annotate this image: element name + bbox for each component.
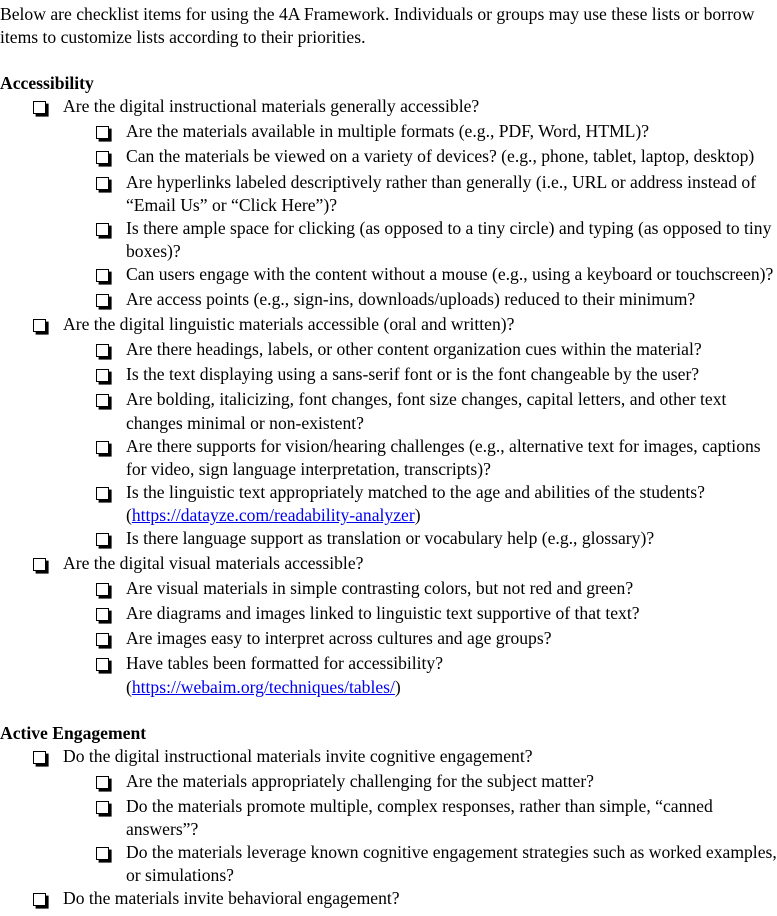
checklist-item-text: Is there ample space for clicking (as opposed to a tiny circle) and typing (as opposed to tiny boxes)? [126,217,772,261]
checkbox-icon [96,527,126,552]
checklist-item [0,435,777,481]
checklist-item [0,217,777,263]
checklist-item [0,795,777,841]
checklist-item-text: Are there headings, labels, or other content organization cues within the material? [126,339,702,360]
checkbox-icon [96,841,126,866]
checklist-item [0,602,777,627]
checklist-item-text: Is the linguistic text appropriately matched to the age and abilities of the students? (https://datayze.com/readability-analyzer) [126,481,705,525]
checklist-item-text: Do the materials leverage known cognitive engagement strategies such as worked examples, or simulations? [126,842,777,886]
checklist-item-text: Are there supports for vision/hearing challenges (e.g., alternative text for images, captions for video, sign language interpretation, transcripts)? [126,435,761,479]
checklist-item [0,841,777,887]
checkbox-icon [96,481,126,506]
checklist-item-text: Are the materials appropriately challenging for the subject matter? [126,770,594,791]
checkbox-icon [96,338,126,363]
section-heading: Accessibility [0,73,94,94]
checklist-item [0,388,777,434]
checklist-item-text: Are the materials available in multiple formats (e.g., PDF, Word, HTML)? [126,121,650,142]
section-heading: Active Engagement [0,722,147,743]
checklist-item [0,770,777,795]
checkbox-icon [96,652,126,677]
checklist-item [0,527,777,552]
checklist-item [0,577,777,602]
hyperlink[interactable]: https://webaim.org/techniques/tables/ [131,676,395,697]
checkbox-icon [96,795,126,820]
checkbox-icon [33,552,63,577]
checkbox-icon [96,627,126,652]
checkbox-icon [96,602,126,627]
checklist-item [0,171,777,217]
checklist-item [0,120,777,145]
checklist-item-text: Are the digital instructional materials generally accessible? [63,96,480,117]
checklist-item-text: Do the materials invite behavioral engagement? [63,888,400,909]
checklist-item [0,338,777,363]
checklist-item-text: Is there language support as translation or vocabulary help (e.g., glossary)? [126,527,655,548]
checklist-item [0,481,777,527]
checklist-item-text: Are diagrams and images linked to linguistic text supportive of that text? [126,603,640,624]
checklist-item-text: Do the materials promote multiple, complex responses, rather than simple, “canned answers”? [126,795,713,839]
checklist-item [0,627,777,652]
checklist-item-text: Have tables been formatted for accessibility? (https://webaim.org/techniques/tables/) [126,653,444,697]
checkbox-icon [96,171,126,196]
checkbox-icon [96,120,126,145]
checklist-item-text: Do the digital instructional materials invite cognitive engagement? [63,745,533,766]
checklist-item-text: Is the text displaying using a sans-serif font or is the font changeable by the user? [126,364,700,385]
checkbox-icon [96,263,126,288]
checklist-item [0,552,777,577]
checklist-item [0,887,777,912]
checklist-item [0,145,777,170]
checklist-item-text: Can users engage with the content without a mouse (e.g., using a keyboard or touchscreen)? [126,263,774,284]
checkbox-icon [96,435,126,460]
checklist-item-text: Are hyperlinks labeled descriptively rather than generally (i.e., URL or address instead of “Email Us” or “Click Here”)? [126,171,757,215]
checkbox-icon [33,313,63,338]
checkbox-icon [96,770,126,795]
checklist-item [0,313,777,338]
checkbox-icon [33,95,63,120]
checklist-item [0,652,777,698]
checklist-item [0,95,777,120]
checkbox-icon [96,217,126,242]
checklist-item [0,288,777,313]
checkbox-icon [96,145,126,170]
checklist-item-text: Are the digital linguistic materials accessible (oral and written)? [63,314,515,335]
checklist-item [0,745,777,770]
checkbox-icon [96,577,126,602]
checklist-item-text: Are the digital visual materials accessible? [63,553,364,574]
checkbox-icon [33,745,63,770]
checklist-item-text: Are visual materials in simple contrasting colors, but not red and green? [126,578,634,599]
checkbox-icon [96,363,126,388]
checkbox-icon [96,388,126,413]
checklist-item [0,263,777,288]
checkbox-icon [33,887,63,912]
checklist-item-text: Are images easy to interpret across cultures and age groups? [126,628,552,649]
checkbox-icon [96,288,126,313]
checklist-item-text: Can the materials be viewed on a variety of devices? (e.g., phone, tablet, laptop, desktop) [126,146,755,167]
checklist-item-text: Are bolding, italicizing, font changes, font size changes, capital letters, and other text changes minimal or non-existent? [126,389,727,433]
intro-paragraph: Below are checklist items for using the 4A Framework. Individuals or groups may use these lists or borrow items to customize lists according to their priorities. [0,4,755,48]
checklist-item [0,363,777,388]
hyperlink[interactable]: https://datayze.com/readability-analyzer [131,504,415,525]
checklist-sections [0,72,777,912]
checklist-item-text: Are access points (e.g., sign-ins, downloads/uploads) reduced to their minimum? [126,289,696,310]
